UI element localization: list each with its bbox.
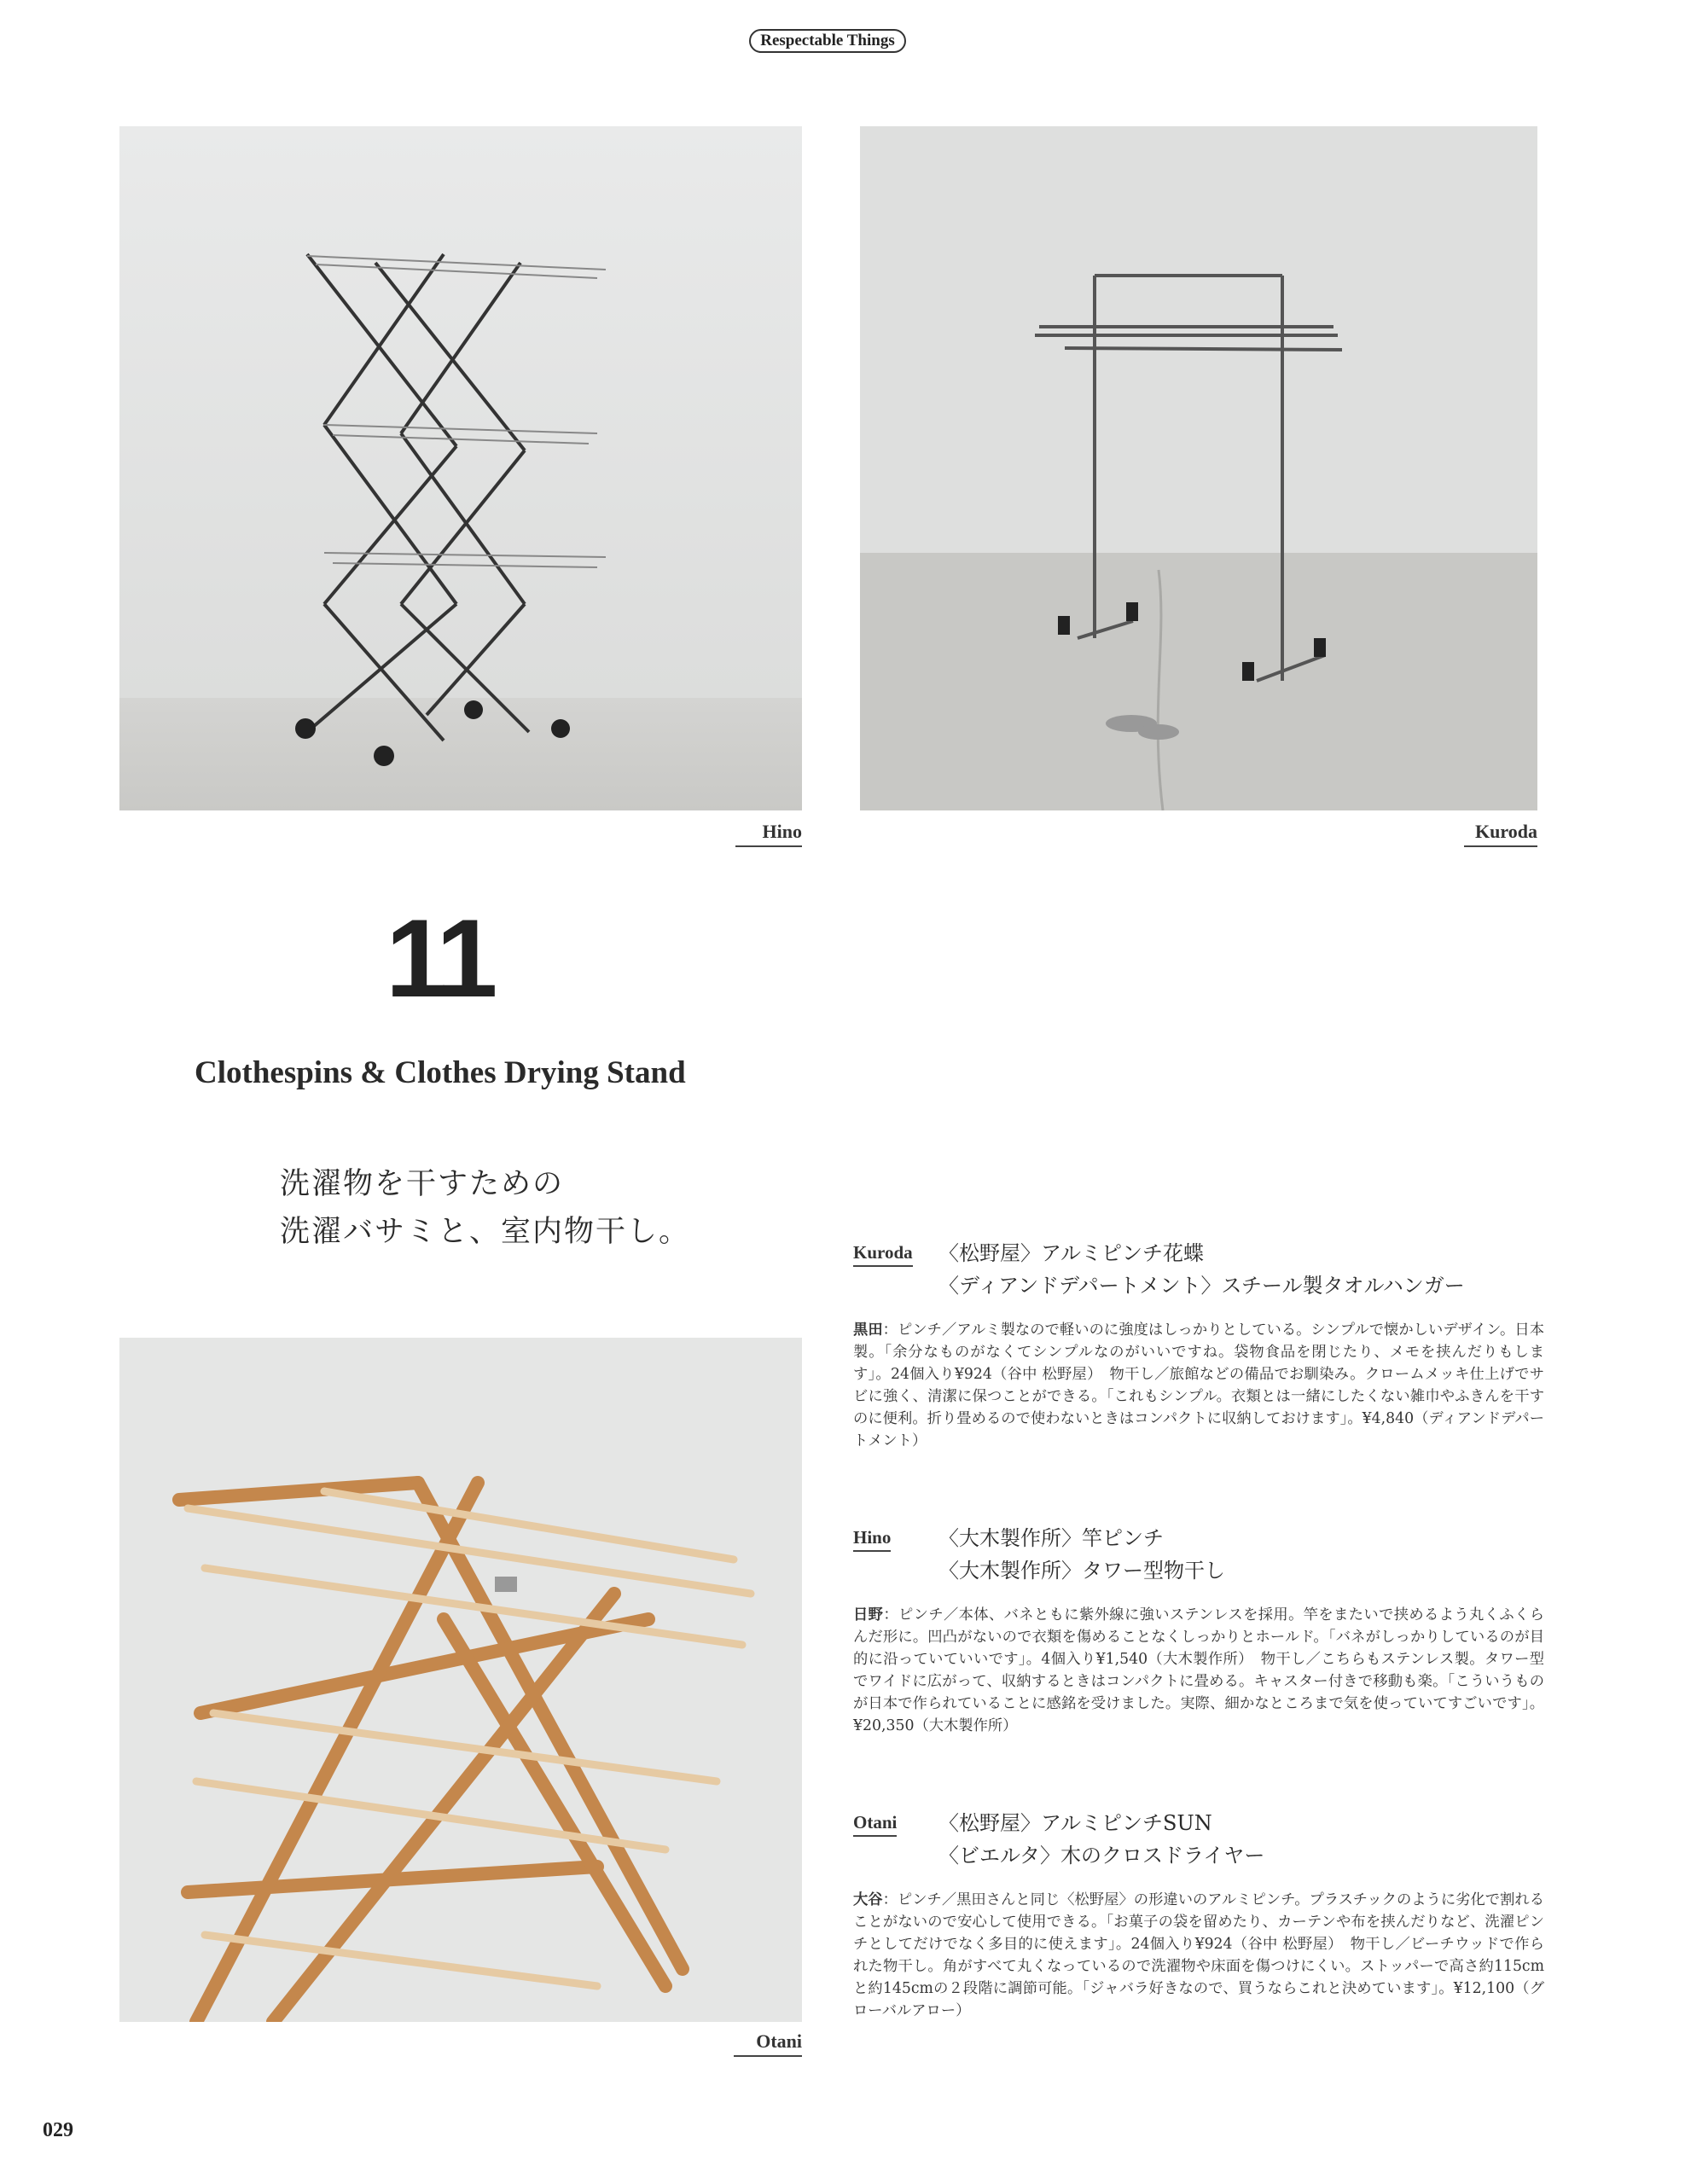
entry-name: Hino xyxy=(853,1527,891,1552)
entry-speaker: 黒田 xyxy=(853,1321,883,1339)
lead-line-2: 洗濯バサミと、室内物干し。 xyxy=(280,1215,691,1249)
photo-credit-otani: Otani xyxy=(734,2030,802,2057)
feature-number: 11 xyxy=(386,896,493,1020)
feature-subtitle: Clothespins & Clothes Drying Stand xyxy=(195,1055,686,1090)
entry-text: ：ピンチ／アルミ製なので軽いのに強度はしっかりとしている。シンプルで懐かしいデザイン。日本製。「余分なものがなくてシンプルなのがいいですね。袋物食品を閉じたり、メモを挟んだりもします」。24個入り¥924（谷中 松野屋） 物干し／旅館などの備品でお馴染み。クロームメッキ仕上げでサビに強く、清潔に保つことができる。「これもシンプル。衣類とは一緒にしたくない雑巾やふきんを干すのに便利。折り畳めるので使わないときはコンパクトに収納しておけます」。¥4,840（ディアンドデパートメント） xyxy=(853,1321,1544,1449)
photo-kuroda-towel-hanger xyxy=(860,126,1537,810)
entry-product-2: 〈ビエルタ〉木のクロスドライヤー xyxy=(938,1844,1265,1867)
entry-kuroda xyxy=(853,1237,1544,1452)
towel-hanger-illustration xyxy=(860,126,1537,810)
page-number: 029 xyxy=(43,2119,73,2141)
wooden-dryer-illustration xyxy=(119,1338,802,2022)
entry-text: ：ピンチ／本体、バネともに紫外線に強いステンレスを採用。竿をまたいで挟めるよう丸くふくらんだ形に。凹凸がないので衣類を傷めることなくしっかりとホールド。「バネがしっかりしているのが目的に沿っていていいです」。4個入り¥1,540（大木製作所） 物干し／こちらもステンレス製。タワー型でワイドに広がって、収納するときはコンパクトに畳める。キャスター付きで移動も楽。「こういうものが日本で作られていることに感銘を受けました。実際、細かなところまで気を使っていてすごいです」。¥20,350（大木製作所） xyxy=(853,1606,1544,1734)
entry-body xyxy=(853,1604,1544,1737)
tower-stand-illustration xyxy=(119,126,802,810)
entry-product-1: 〈松野屋〉アルミピンチSUN xyxy=(938,1811,1212,1835)
entry-body xyxy=(853,1889,1544,2022)
entry-product-1: 〈松野屋〉アルミピンチ花蝶 xyxy=(938,1241,1205,1265)
section-badge: Respectable Things xyxy=(749,29,906,53)
entry-name: Otani xyxy=(853,1812,897,1837)
photo-otani-wooden-dryer xyxy=(119,1338,802,2022)
entry-product-1: 〈大木製作所〉竿ピンチ xyxy=(938,1526,1164,1550)
photo-credit-hino: Hino xyxy=(735,821,802,847)
feature-lead xyxy=(280,1160,690,1256)
entry-product-2: 〈大木製作所〉タワー型物干し xyxy=(938,1559,1225,1583)
entry-hino xyxy=(853,1522,1544,1737)
entry-product-2: 〈ディアンドデパートメント〉スチール製タオルハンガー xyxy=(938,1274,1465,1298)
entry-text: ：ピンチ／黒田さんと同じ〈松野屋〉の形違いのアルミピンチ。プラスチックのように劣化で割れることがないので安心して使用できる。「お菓子の袋を留めたり、カーテンや布を挟んだりなど、洗濯ピンチとしてだけでなく多目的に使えます」。24個入り¥924（谷中 松野屋） 物干し／ビーチウッドで作られた物干し。角がすべて丸くなっているので洗濯物や床面を傷つけにくい。ストッパーで高さ約115cmと約145cmの２段階に調節可能。「ジャバラ好きなので、買うならこれと決めています」。¥12,100（グローバルアロー） xyxy=(853,1891,1544,2019)
entry-speaker: 日野 xyxy=(853,1606,884,1623)
entry-speaker: 大谷 xyxy=(853,1891,883,1908)
entry-otani xyxy=(853,1807,1544,2022)
photo-hino-tower-stand xyxy=(119,126,802,810)
entry-body xyxy=(853,1319,1544,1452)
photo-credit-kuroda: Kuroda xyxy=(1464,821,1537,847)
lead-line-1: 洗濯物を干すための xyxy=(280,1167,565,1201)
entry-name: Kuroda xyxy=(853,1242,913,1267)
